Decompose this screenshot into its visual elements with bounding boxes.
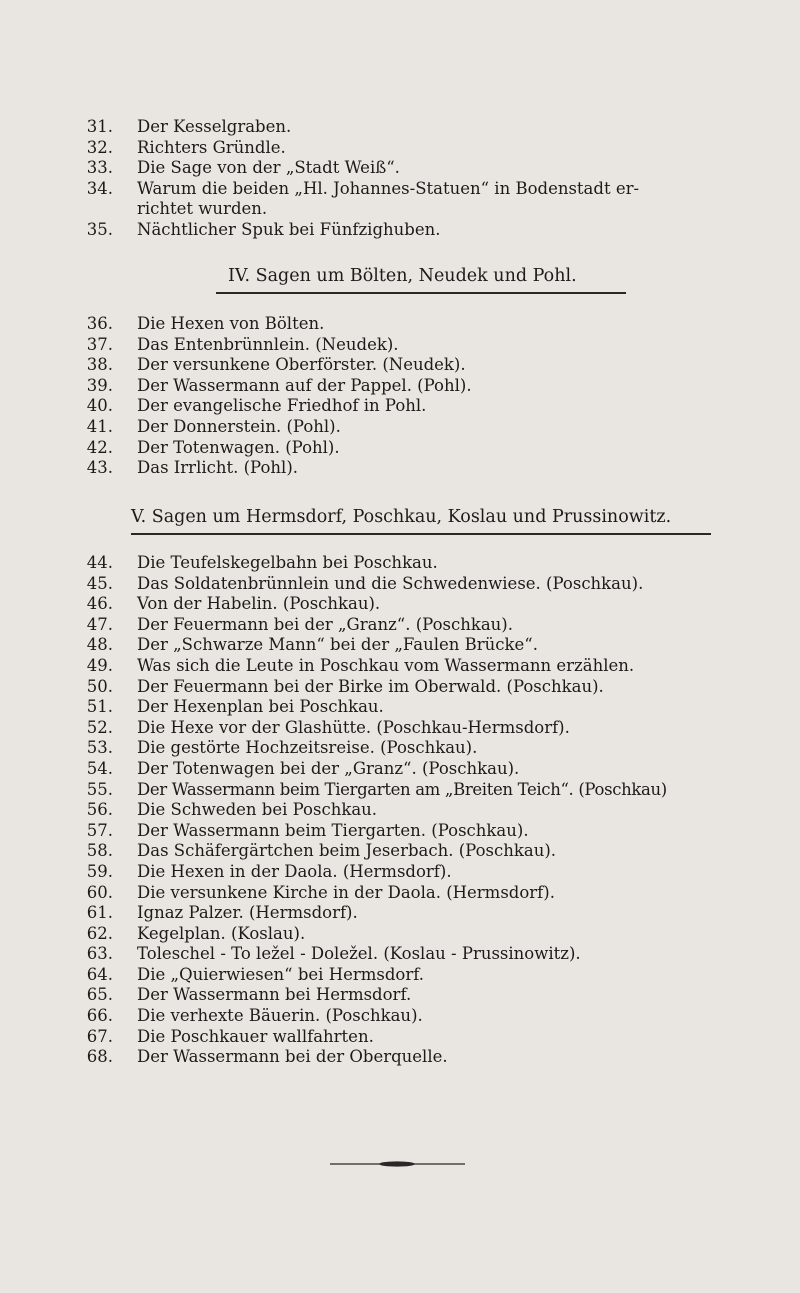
- list-item: [0, 677, 800, 698]
- list-item: [0, 417, 800, 438]
- entry-title: Die gestörte Hochzeitsreise. (Poschkau).: [137, 738, 478, 758]
- entry-number: 54.: [86, 758, 113, 778]
- entry-number: 34.: [86, 178, 113, 198]
- entry-number: 32.: [86, 137, 113, 157]
- entry-title: Die Hexen in der Daola. (Hermsdorf).: [137, 861, 452, 881]
- entry-list-section-5: [0, 553, 800, 1068]
- entry-title: Der Donnerstein. (Pohl).: [137, 416, 341, 436]
- list-item: [0, 924, 800, 945]
- entry-list-section-3: [0, 117, 800, 241]
- list-item: [0, 438, 800, 459]
- list-item: [0, 821, 800, 842]
- entry-number: 50.: [86, 676, 113, 696]
- list-item: [0, 314, 800, 335]
- entry-title: Das Soldatenbrünnlein und die Schwedenwiese. (Poschkau).: [137, 573, 644, 593]
- entry-number: 45.: [86, 573, 113, 593]
- entry-number: 36.: [86, 314, 113, 333]
- entry-number: 68.: [86, 1047, 113, 1067]
- list-item: [0, 656, 800, 677]
- entry-list-section-4: [0, 314, 800, 479]
- entry-number: 52.: [86, 717, 113, 737]
- entry-number: 55.: [86, 779, 113, 799]
- entry-number: 65.: [86, 985, 113, 1005]
- entry-title: Die Schweden bei Poschkau.: [137, 800, 378, 820]
- end-ornament: [330, 1160, 465, 1168]
- entry-title: Warum die beiden „Hl. Johannes-Statuen“ in Bodenstadt er- richtet wurden.: [137, 178, 640, 219]
- entry-title: Die versunkene Kirche in der Daola. (Hermsdorf).: [137, 882, 555, 902]
- list-item: [0, 553, 800, 574]
- list-item: [0, 179, 800, 220]
- list-item: [0, 862, 800, 883]
- entry-number: 47.: [86, 614, 113, 634]
- entry-number: 31.: [86, 117, 113, 136]
- list-item: [0, 1006, 800, 1027]
- list-item: [0, 574, 800, 595]
- entry-number: 61.: [86, 903, 113, 923]
- entry-title: Das Schäfergärtchen beim Jeserbach. (Poschkau).: [137, 841, 557, 861]
- list-item: [0, 697, 800, 718]
- entry-title: Der Wassermann beim Tiergarten am „Breiten Teich“. (Poschkau): [137, 779, 667, 799]
- list-item: [0, 780, 800, 801]
- list-item: [0, 903, 800, 924]
- entry-title: Der „Schwarze Mann“ bei der „Faulen Brücke“.: [137, 635, 538, 655]
- list-item: [0, 985, 800, 1006]
- entry-number: 60.: [86, 882, 113, 902]
- entry-title: Der Wassermann beim Tiergarten. (Poschkau).: [137, 820, 529, 840]
- entry-title: Der Wassermann auf der Pappel. (Pohl).: [137, 375, 472, 395]
- entry-number: 33.: [86, 158, 113, 178]
- list-item: [0, 158, 800, 179]
- list-item: [0, 759, 800, 780]
- entry-title: Was sich die Leute in Poschkau vom Wassermann erzählen.: [137, 655, 635, 675]
- entry-title: Der Totenwagen bei der „Granz“. (Poschkau).: [137, 758, 520, 778]
- entry-number: 39.: [86, 375, 113, 395]
- entry-title: Der Totenwagen. (Pohl).: [137, 437, 340, 457]
- entry-number: 59.: [86, 861, 113, 881]
- list-item: [0, 718, 800, 739]
- entry-number: 38.: [86, 355, 113, 375]
- entry-number: 67.: [86, 1026, 113, 1046]
- entry-number: 37.: [86, 334, 113, 354]
- entry-number: 62.: [86, 923, 113, 943]
- entry-number: 58.: [86, 841, 113, 861]
- entry-title: Der Feuermann bei der Birke im Oberwald. (Poschkau).: [137, 676, 604, 696]
- entry-title: Von der Habelin. (Poschkau).: [137, 594, 381, 614]
- entry-number: 53.: [86, 738, 113, 758]
- entry-number: 56.: [86, 800, 113, 820]
- list-item: [0, 117, 800, 138]
- list-item: [0, 594, 800, 615]
- entry-title: Der Kesselgraben.: [137, 117, 292, 136]
- list-item: [0, 965, 800, 986]
- entry-title: Kegelplan. (Koslau).: [137, 923, 306, 943]
- entry-title: Die Teufelskegelbahn bei Poschkau.: [137, 553, 438, 572]
- list-item: [0, 335, 800, 356]
- entry-number: 40.: [86, 396, 113, 416]
- entry-title: Der Wassermann bei der Oberquelle.: [137, 1047, 448, 1067]
- list-item: [0, 615, 800, 636]
- entry-title: Der Feuermann bei der „Granz“. (Poschkau).: [137, 614, 513, 634]
- entry-title: Der Hexenplan bei Poschkau.: [137, 697, 384, 717]
- entry-number: 57.: [86, 820, 113, 840]
- section-heading-iv: IV. Sagen um Bölten, Neudek und Pohl.: [228, 266, 577, 286]
- list-item: [0, 1047, 800, 1068]
- section-rule-iv: [216, 292, 626, 294]
- list-item: [0, 944, 800, 965]
- entry-title: Toleschel - To ležel - Doležel. (Koslau - Prussinowitz).: [137, 944, 581, 964]
- list-item: [0, 635, 800, 656]
- entry-title: Der evangelische Friedhof in Pohl.: [137, 396, 427, 416]
- entry-number: 49.: [86, 655, 113, 675]
- entry-title: Das Entenbrünnlein. (Neudek).: [137, 334, 399, 354]
- entry-number: 43.: [86, 458, 113, 478]
- entry-title: Ignaz Palzer. (Hermsdorf).: [137, 903, 358, 923]
- entry-number: 42.: [86, 437, 113, 457]
- list-item: [0, 396, 800, 417]
- entry-number: 51.: [86, 697, 113, 717]
- entry-number: 46.: [86, 594, 113, 614]
- list-item: [0, 376, 800, 397]
- entry-title: Der Wassermann bei Hermsdorf.: [137, 985, 412, 1005]
- list-item: [0, 458, 800, 479]
- entry-title: Die verhexte Bäuerin. (Poschkau).: [137, 1006, 423, 1026]
- entry-title: Die Hexen von Bölten.: [137, 314, 325, 333]
- entry-number: 35.: [86, 219, 113, 239]
- entry-title: Richters Gründle.: [137, 137, 286, 157]
- entry-number: 41.: [86, 416, 113, 436]
- list-item: [0, 1027, 800, 1048]
- entry-title: Die Poschkauer wallfahrten.: [137, 1026, 374, 1046]
- entry-number: 48.: [86, 635, 113, 655]
- entry-title: Die Sage von der „Stadt Weiß“.: [137, 158, 400, 178]
- entry-title: Die „Quierwiesen“ bei Hermsdorf.: [137, 964, 425, 984]
- entry-title: Der versunkene Oberförster. (Neudek).: [137, 355, 466, 375]
- entry-title: Die Hexe vor der Glashütte. (Poschkau-Hermsdorf).: [137, 717, 570, 737]
- entry-title: Nächtlicher Spuk bei Fünfzighuben.: [137, 219, 441, 239]
- entry-number: 66.: [86, 1006, 113, 1026]
- list-item: [0, 355, 800, 376]
- list-item: [0, 800, 800, 821]
- list-item: [0, 138, 800, 159]
- list-item: [0, 738, 800, 759]
- entry-number: 63.: [86, 944, 113, 964]
- entry-number: 64.: [86, 964, 113, 984]
- list-item: [0, 883, 800, 904]
- section-heading-v: V. Sagen um Hermsdorf, Poschkau, Koslau und Prussinowitz.: [131, 507, 672, 527]
- entry-title: Das Irrlicht. (Pohl).: [137, 458, 299, 478]
- entry-number: 44.: [86, 553, 113, 572]
- list-item: [0, 220, 800, 241]
- section-rule-v: [131, 533, 711, 535]
- list-item: [0, 841, 800, 862]
